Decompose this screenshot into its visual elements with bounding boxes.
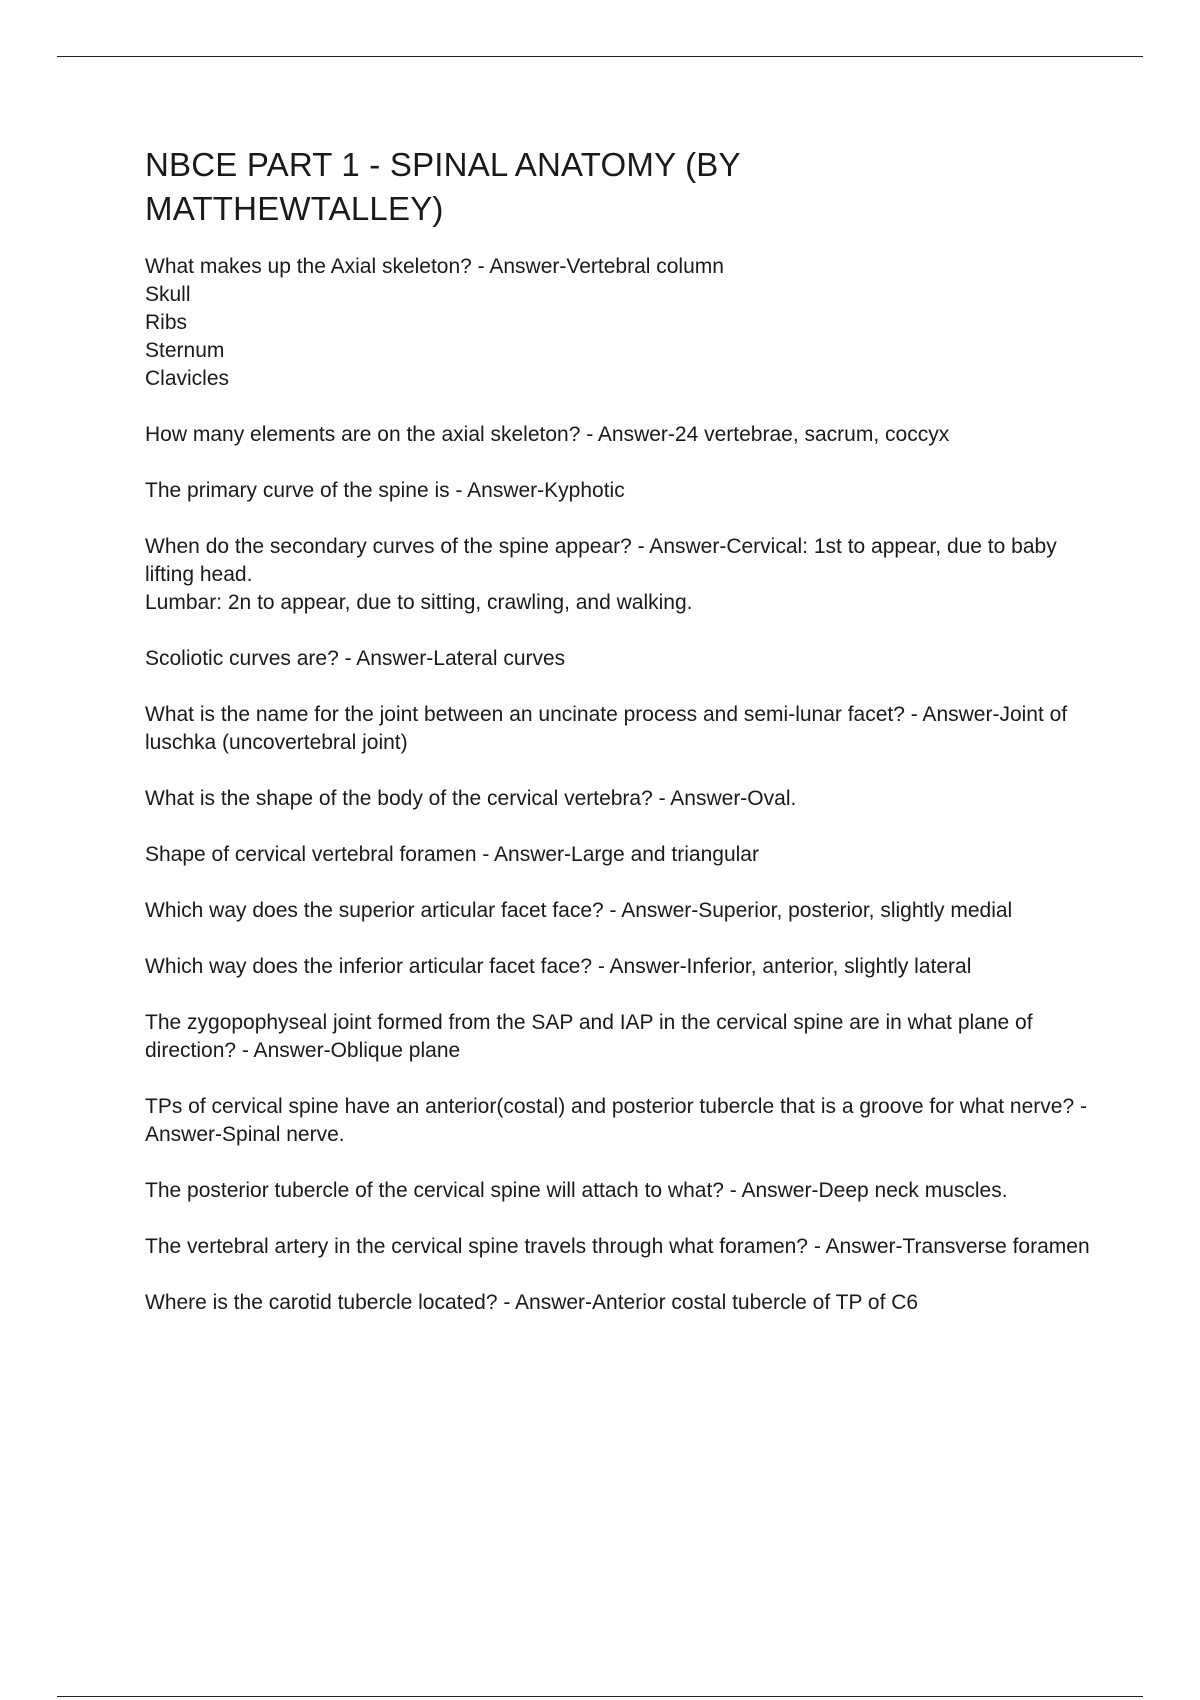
qa-item: The primary curve of the spine is - Answer-Kyphotic: [145, 479, 625, 502]
qa-item: Shape of cervical vertebral foramen - Answer-Large and triangular: [145, 843, 759, 866]
document-title: NBCE PART 1 - SPINAL ANATOMY (BY MATTHEWTALLEY): [145, 146, 741, 227]
qa-item: How many elements are on the axial skeleton? - Answer-24 vertebrae, sacrum, coccyx: [145, 423, 950, 446]
qa-item: TPs of cervical spine have an anterior(costal) and posterior tubercle that is a groove for what nerve? - Answer-Spinal nerve.: [145, 1095, 1087, 1146]
qa-item: What makes up the Axial skeleton? - Answer-Vertebral column Skull Ribs Sternum Clavicles: [145, 255, 724, 390]
top-divider: [57, 56, 1143, 57]
qa-item: Where is the carotid tubercle located? - Answer-Anterior costal tubercle of TP of C6: [145, 1291, 919, 1314]
qa-item: The zygopophyseal joint formed from the SAP and IAP in the cervical spine are in what plane of direction? - Answer-Oblique plane: [145, 1011, 1033, 1062]
qa-item: The posterior tubercle of the cervical spine will attach to what? - Answer-Deep neck muscles.: [145, 1179, 1008, 1202]
qa-item: Which way does the superior articular facet face? - Answer-Superior, posterior, slightly medial: [145, 899, 1013, 922]
bottom-divider: [57, 1696, 1143, 1697]
qa-item: Which way does the inferior articular facet face? - Answer-Inferior, anterior, slightly lateral: [145, 955, 972, 978]
qa-item: The vertebral artery in the cervical spine travels through what foramen? - Answer-Transverse foramen: [145, 1235, 1090, 1258]
qa-item: What is the shape of the body of the cervical vertebra? - Answer-Oval.: [145, 787, 797, 810]
qa-item: When do the secondary curves of the spine appear? - Answer-Cervical: 1st to appear, due to baby lifting head. Lumbar: 2n to appear, due to sitting, crawling, and walking.: [145, 535, 1057, 614]
qa-item: What is the name for the joint between an uncinate process and semi-lunar facet? - Answer-Joint of luschka (uncovertebral joint): [145, 703, 1068, 754]
qa-item: Scoliotic curves are? - Answer-Lateral curves: [145, 647, 566, 670]
document-body: [145, 143, 1095, 1345]
